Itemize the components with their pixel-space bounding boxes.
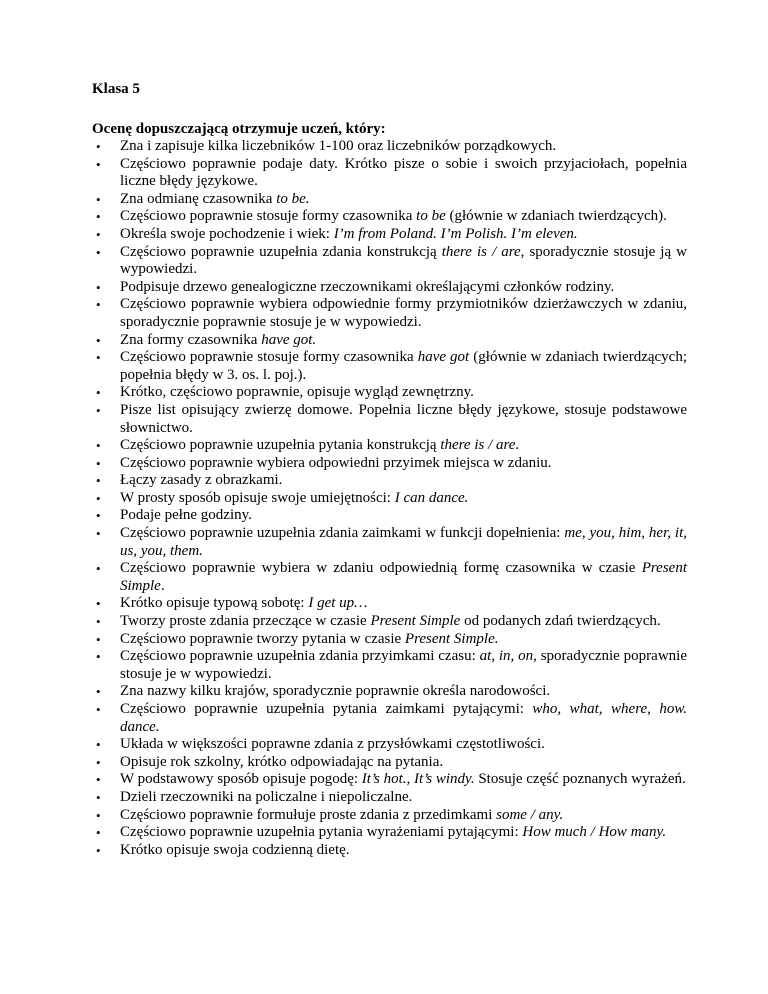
text-run: Zna formy czasownika	[120, 331, 262, 348]
list-item	[92, 824, 687, 842]
bullet-icon: •	[96, 297, 101, 313]
list-item	[92, 789, 687, 807]
list-item-text	[120, 191, 310, 207]
list-item-text	[120, 244, 687, 278]
italic-phrase: How much / How many.	[522, 824, 667, 841]
bullet-icon: •	[96, 402, 101, 418]
list-item	[92, 208, 687, 226]
list-item-text	[120, 771, 686, 787]
list-item-text	[120, 279, 614, 295]
text-run: Zna odmianę czasownika	[120, 190, 277, 207]
bullet-icon: •	[96, 350, 101, 366]
list-item	[92, 191, 687, 209]
list-item-text	[120, 138, 556, 154]
list-item-text	[120, 525, 687, 559]
text-run: Pisze list opisujący zwierzę domowe. Popełnia liczne błędy językowe, stosuje podstawowe słownictwo.	[120, 401, 687, 436]
list-item	[92, 332, 687, 350]
list-item	[92, 349, 687, 384]
italic-phrase: It’s hot., It’s windy.	[361, 771, 475, 788]
italic-phrase: I can dance.	[394, 489, 469, 506]
list-item-text	[120, 631, 499, 647]
text-run: Dzieli rzeczowniki na policzalne i niepoliczalne.	[120, 788, 413, 805]
text-run: Krótko, częściowo poprawnie, opisuje wygląd zewnętrzny.	[120, 384, 474, 401]
list-item	[92, 279, 687, 297]
list-item-text	[120, 736, 545, 752]
text-run: Częściowo poprawnie uzupełnia pytania zaimkami pytającymi:	[120, 701, 533, 717]
text-run: Częściowo poprawnie stosuje formy czasownika	[120, 208, 417, 225]
list-item-text	[120, 296, 687, 330]
bullet-icon: •	[96, 226, 101, 242]
list-item-text	[120, 701, 687, 735]
text-run: Podpisuje drzewo genealogiczne rzeczownikami określającymi członków rodziny.	[120, 278, 615, 295]
list-item	[92, 244, 687, 279]
list-item	[92, 595, 687, 613]
list-item-text	[120, 560, 687, 594]
list-item	[92, 296, 687, 331]
bullet-icon: •	[96, 455, 101, 471]
bullet-icon: •	[96, 754, 101, 770]
italic-phrase: have got.	[261, 331, 317, 348]
list-item	[92, 138, 687, 156]
text-run: (głównie w zdaniach twierdzących; popełnia błędy w 3. os. l. poj.).	[120, 349, 688, 383]
list-item-text	[120, 472, 282, 488]
text-run: Zna nazwy kilku krajów, sporadycznie poprawnie określa narodowości.	[120, 683, 551, 700]
list-item	[92, 402, 687, 437]
bullet-icon: •	[96, 807, 101, 823]
list-item-text	[120, 208, 667, 224]
italic-phrase: who, what, where, how. dance.	[120, 701, 688, 735]
bullet-icon: •	[96, 842, 101, 858]
list-item-text	[120, 332, 316, 348]
list-item-text	[120, 754, 443, 770]
list-item	[92, 807, 687, 825]
text-run: Opisuje rok szkolny, krótko odpowiadając na pytania.	[120, 753, 444, 770]
list-item	[92, 736, 687, 754]
text-run: Stosuje część poznanych wyrażeń.	[474, 771, 686, 788]
text-run: , sporadycznie stosuje ją w wypowiedzi.	[120, 243, 687, 278]
list-item-text	[120, 824, 666, 840]
text-run: Częściowo poprawnie wybiera odpowiedni przyimek miejsca w zdaniu.	[120, 454, 552, 471]
list-item	[92, 384, 687, 402]
italic-phrase: I get up…	[308, 595, 368, 612]
bullet-icon: •	[96, 825, 101, 841]
list-item-text	[120, 507, 252, 523]
italic-phrase: there is / are	[441, 243, 521, 260]
list-item	[92, 754, 687, 772]
list-item	[92, 648, 687, 683]
bullet-icon: •	[96, 438, 101, 454]
list-item	[92, 771, 687, 789]
list-item-text	[120, 842, 350, 858]
text-run: .	[160, 577, 165, 594]
bullet-icon: •	[96, 702, 101, 717]
text-run: W podstawowy sposób opisuje pogodę:	[120, 771, 362, 788]
bullet-icon: •	[96, 139, 101, 154]
text-run: Częściowo poprawnie uzupełnia zdania przyimkami czasu:	[120, 648, 480, 665]
list-item-text	[120, 226, 578, 242]
text-run: Częściowo poprawnie uzupełnia pytania wyrażeniami pytającymi:	[120, 824, 523, 841]
bullet-icon: •	[96, 596, 101, 612]
text-run: Częściowo poprawnie formułuje proste zdania z przedimkami	[120, 806, 497, 823]
bullet-icon: •	[96, 191, 101, 207]
list-item-text	[120, 349, 687, 383]
text-run: Częściowo poprawnie uzupełnia zdania zaimkami w funkcji dopełnienia:	[120, 525, 565, 542]
italic-phrase: Present Simple	[120, 560, 687, 594]
list-item-text	[120, 455, 552, 471]
list-item-text	[120, 613, 661, 629]
text-run: Łączy zasady z obrazkami.	[120, 472, 283, 489]
text-run: Częściowo poprawnie wybiera odpowiednie formy przymiotników dzierżawczych w zdaniu, sporadycznie poprawnie stosuje je w wypowiedzi.	[120, 296, 687, 330]
requirements-list	[92, 138, 687, 859]
text-run: Zna i zapisuje kilka liczebników 1-100 oraz liczebników porządkowych.	[120, 138, 557, 154]
italic-phrase: at, in, on	[479, 648, 534, 665]
bullet-icon: •	[96, 332, 101, 348]
text-run: , sporadycznie poprawnie stosuje je w wypowiedzi.	[120, 648, 687, 682]
italic-phrase: to be	[416, 208, 446, 225]
list-item-text	[120, 648, 687, 682]
list-item	[92, 455, 687, 473]
italic-phrase: there is / are.	[440, 437, 520, 454]
list-item	[92, 156, 687, 191]
italic-phrase: to be.	[276, 190, 310, 207]
italic-phrase: me, you, him, her, it, us, you, them.	[120, 525, 687, 559]
list-item-text	[120, 683, 550, 699]
list-item	[92, 613, 687, 631]
bullet-icon: •	[96, 649, 101, 665]
text-run: Częściowo poprawnie tworzy pytania w czasie	[120, 630, 405, 647]
list-item	[92, 683, 687, 701]
bullet-icon: •	[96, 614, 101, 630]
text-run: Częściowo poprawnie stosuje formy czasownika	[120, 349, 418, 366]
text-run: Określa swoje pochodzenie i wiek:	[120, 225, 334, 242]
section-heading: Ocenę dopuszczającą otrzymuje uczeń, który:	[92, 121, 386, 137]
list-item-text	[120, 437, 519, 453]
list-item-text	[120, 789, 412, 805]
bullet-icon: •	[96, 508, 101, 524]
italic-phrase: have got	[417, 349, 470, 366]
italic-phrase: some / any.	[496, 806, 564, 823]
bullet-icon: •	[96, 279, 101, 295]
list-item	[92, 631, 687, 649]
text-run: od podanych zdań twierdzących.	[460, 613, 661, 630]
list-item	[92, 437, 687, 455]
list-item-text	[120, 595, 368, 611]
bullet-icon: •	[96, 561, 101, 577]
list-item-text	[120, 384, 474, 400]
bullet-icon: •	[96, 526, 101, 542]
bullet-icon: •	[96, 244, 101, 260]
italic-phrase: I’m from Poland. I’m Polish. I’m eleven.	[333, 225, 578, 242]
list-item-text	[120, 402, 687, 436]
bullet-icon: •	[96, 789, 101, 805]
list-item-text	[120, 490, 468, 506]
bullet-icon: •	[96, 772, 101, 788]
list-item	[92, 525, 687, 560]
bullet-icon: •	[96, 209, 101, 225]
text-run: Krótko opisuje typową sobotę:	[120, 595, 309, 612]
italic-phrase: Present Simple.	[404, 630, 499, 647]
bullet-icon: •	[96, 490, 101, 506]
list-item	[92, 490, 687, 508]
bullet-icon: •	[96, 737, 101, 753]
text-run: Podaje pełne godziny.	[120, 507, 252, 524]
text-run: Częściowo poprawnie wybiera w zdaniu odpowiednią formę czasownika w czasie	[120, 560, 642, 577]
text-run: Tworzy proste zdania przeczące w czasie	[120, 613, 371, 630]
page-title: Klasa 5	[92, 81, 140, 97]
list-item	[92, 507, 687, 525]
bullet-icon: •	[96, 684, 101, 700]
list-item-text	[120, 156, 687, 190]
text-run: Układa w większości poprawne zdania z przysłówkami częstotliwości.	[120, 736, 545, 753]
list-item	[92, 560, 687, 595]
list-item	[92, 472, 687, 490]
text-run: Częściowo poprawnie podaje daty. Krótko pisze o sobie i swoich przyjaciołach, popełnia liczne błędy językowe.	[120, 155, 687, 190]
text-run: W prosty sposób opisuje swoje umiejętności:	[120, 489, 395, 506]
text-run: Krótko opisuje swoja codzienną dietę.	[120, 841, 350, 858]
bullet-icon: •	[96, 156, 101, 172]
list-item	[92, 842, 687, 860]
italic-phrase: Present Simple	[370, 613, 461, 630]
bullet-icon: •	[96, 385, 101, 401]
list-item	[92, 226, 687, 244]
text-run: Częściowo poprawnie uzupełnia pytania konstrukcją	[120, 437, 441, 454]
list-item	[92, 701, 687, 736]
list-item-text	[120, 807, 563, 823]
bullet-icon: •	[96, 631, 101, 647]
document-content	[92, 80, 687, 859]
bullet-icon: •	[96, 473, 101, 489]
text-run: Częściowo poprawnie uzupełnia zdania konstrukcją	[120, 243, 442, 260]
text-run: (głównie w zdaniach twierdzących).	[445, 208, 667, 225]
